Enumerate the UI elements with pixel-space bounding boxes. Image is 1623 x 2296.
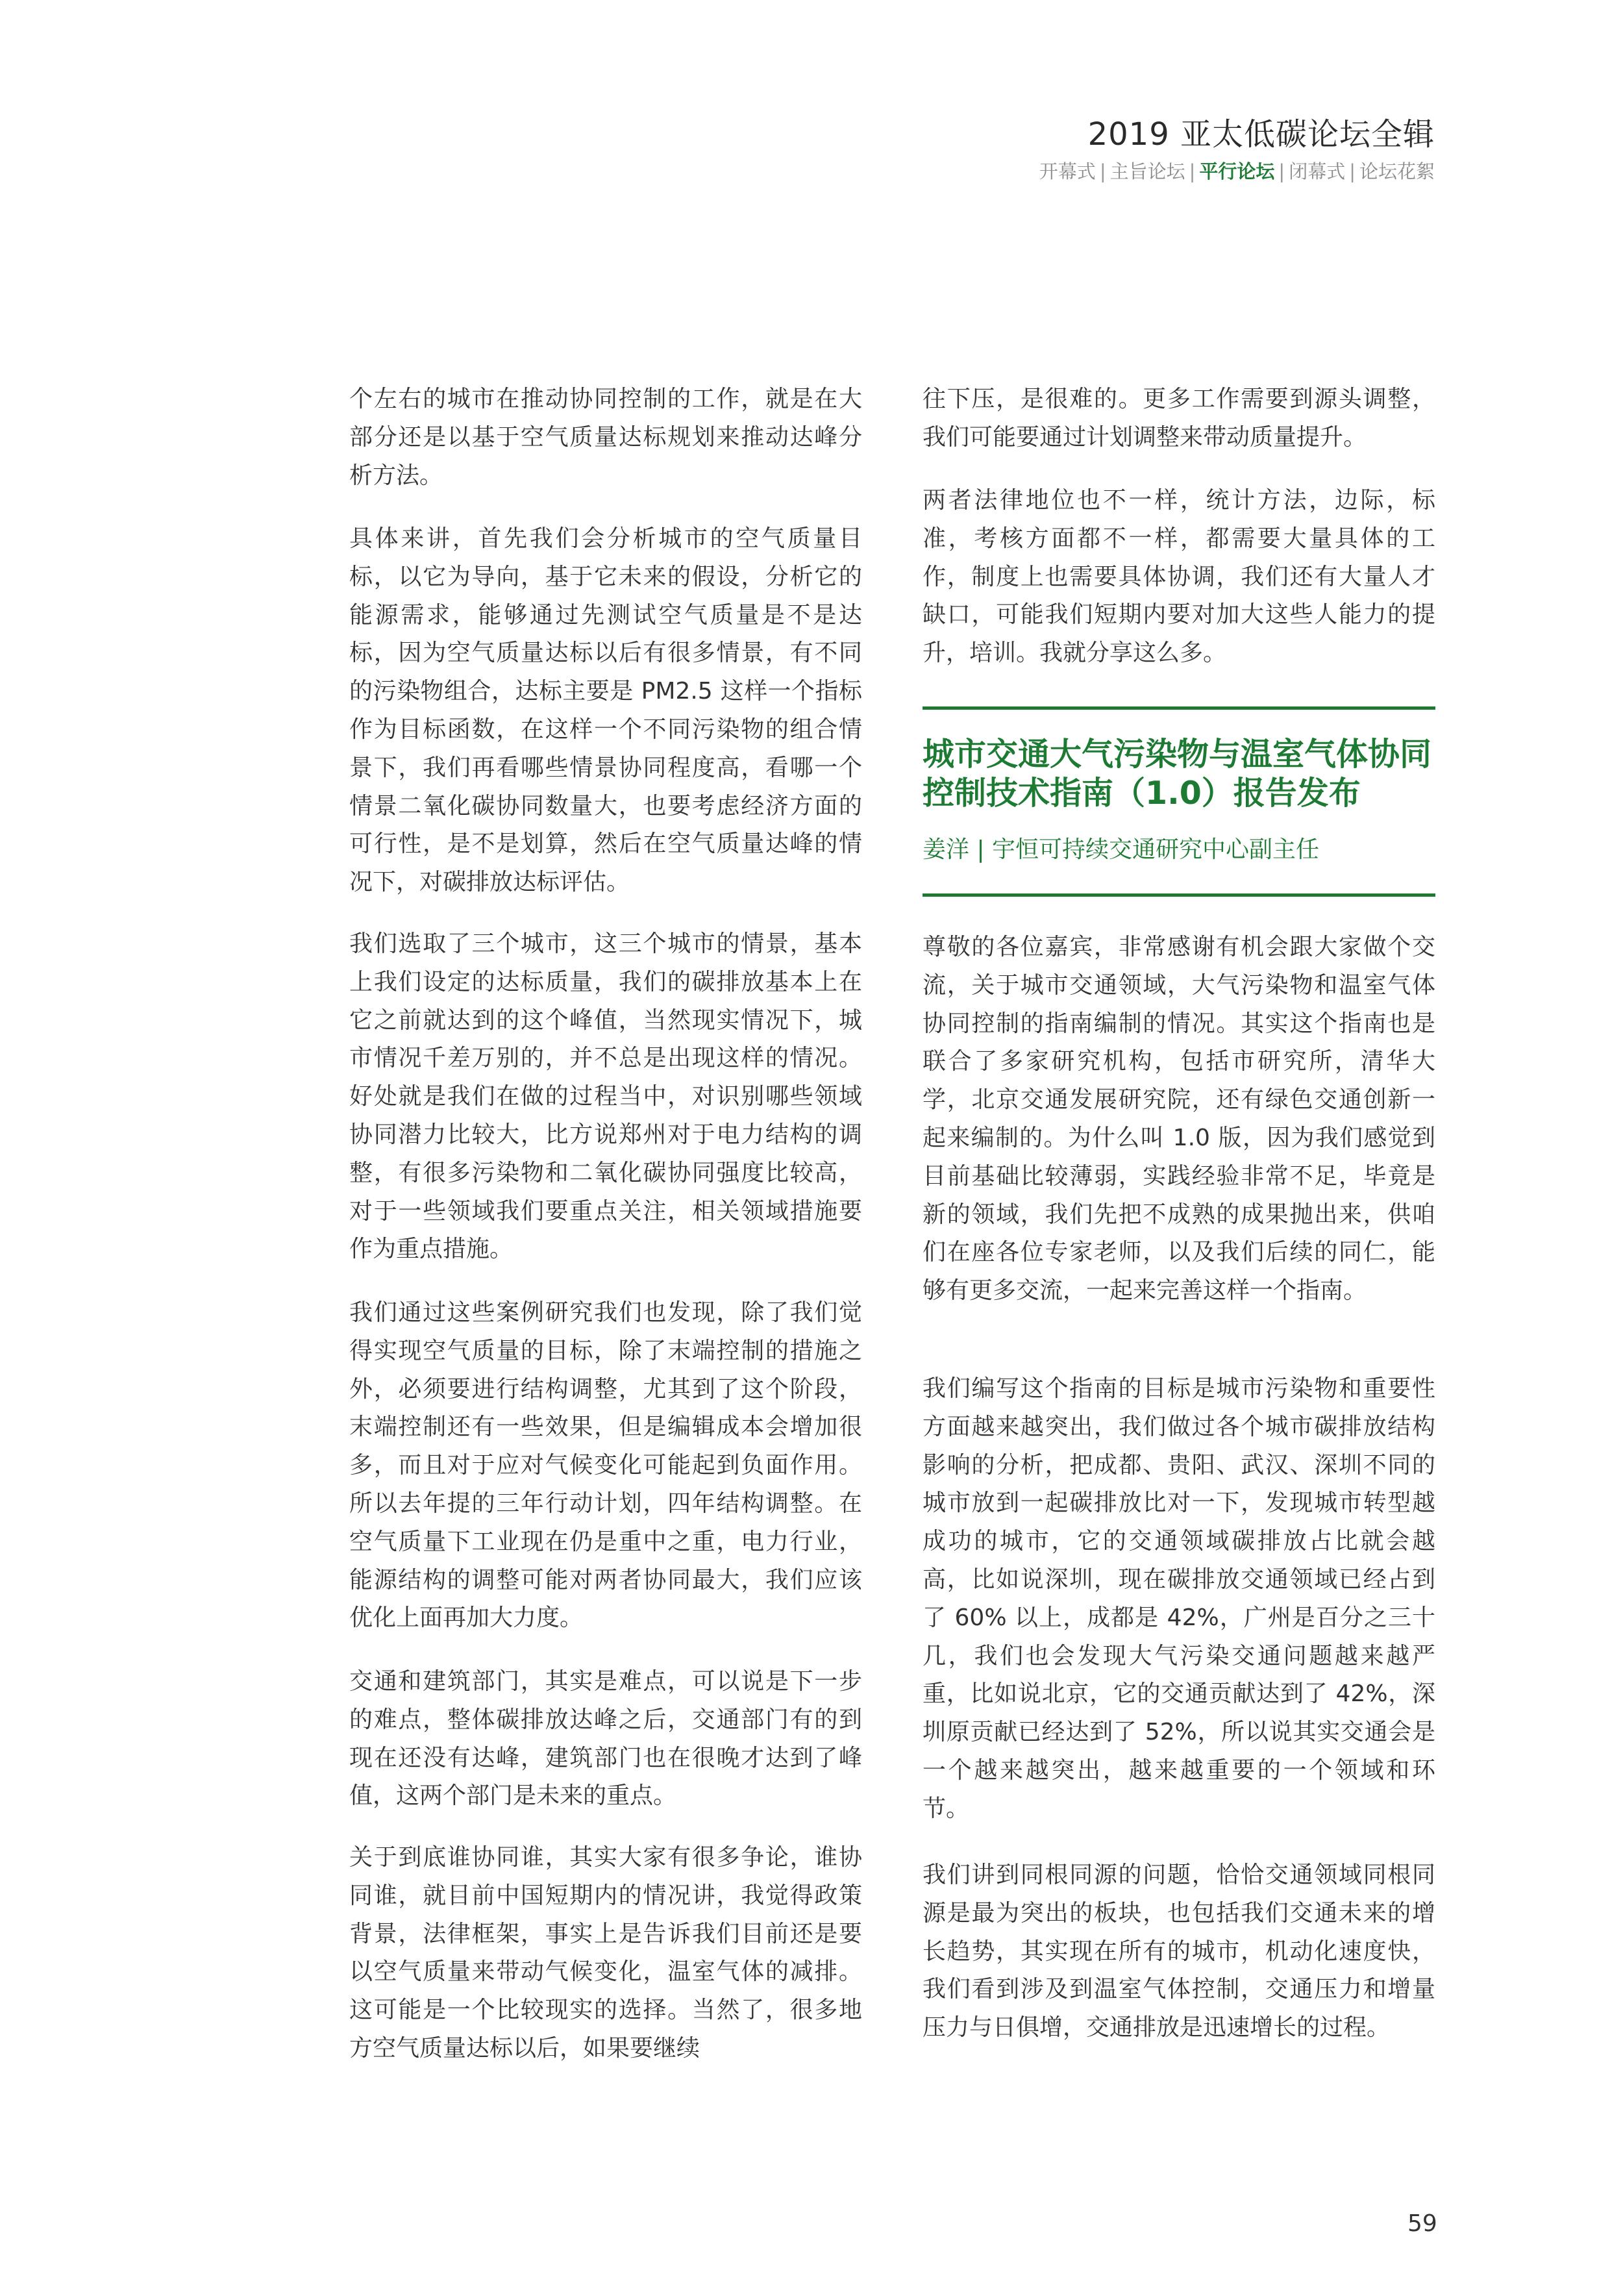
nav-parallel-forum: 平行论坛: [1199, 160, 1275, 182]
nav-highlights: 论坛花絮: [1359, 160, 1435, 182]
section-title: 城市交通大气污染物与温室气体协同控制技术指南（1.0）报告发布: [923, 736, 1432, 812]
section-top-rule: [923, 706, 1435, 710]
body-paragraph: 两者法律地位也不一样，统计方法，边际，标准，考核方面都不一样，都需要大量具体的工作，制度上也需要具体协调，我们还有大量人才缺口，可能我们短期内要对加大这些人能力的提升，培训。我就分享这么多。: [923, 487, 1435, 667]
body-paragraph: 尊敬的各位嘉宾，非常感谢有机会跟大家做个交流，关于城市交通领域，大气污染物和温室气体协同控制的指南编制的情况。其实这个指南也是联合了多家研究机构，包括市研究所，清华大学，北京交通发展研究院，还有绿色交通创新一起来编制的。为什么叫 1.0 版，因为我们感觉到目前基础比较薄弱，实践经验非常不足，毕竟是新的领域，我们先把不成熟的成果抛出来，供咱们在座各位专家老师，以及我们后续的同仁，能够有更多交流，一起来完善这样一个指南。: [923, 934, 1435, 1304]
body-paragraph: 我们编写这个指南的目标是城市污染物和重要性方面越来越突出，我们做过各个城市碳排放结构影响的分析，把成都、贵阳、武汉、深圳不同的城市放到一起碳排放比对一下，发现城市转型越成功的城市，它的交通领域碳排放占比就会越高，比如说深圳，现在碳排放交通领域已经占到了 60% 以上，成都是 42%，广州是百分之三十几，我们也会发现大气污染交通问题越来越严重，比如说北京，它的交通贡献达到了 42%，深圳原贡献已经达到了 52%，所以说其实交通会是一个越来越突出，越来越重要的一个领域和环节。: [923, 1375, 1435, 1822]
nav-separator: |: [1278, 160, 1285, 182]
body-paragraph: 具体来讲，首先我们会分析城市的空气质量目标，以它为导向，基于它未来的假设，分析它的能源需求，能够通过先测试空气质量是不是达标，因为空气质量达标以后有很多情景，有不同的污染物组合，达标主要是 PM2.5 这样一个指标作为目标函数，在这样一个不同污染物的组合情景下，我们再看哪些情景协同程度高，看哪一个情景二氧化碳协同数量大，也要考虑经济方面的可行性，是不是划算，然后在空气质量达峰的情况下，对碳排放达标评估。: [349, 525, 862, 896]
body-paragraph: 个左右的城市在推动协同控制的工作，就是在大部分还是以基于空气质量达标规划来推动达峰分析方法。: [349, 386, 862, 489]
nav-separator: |: [1349, 160, 1356, 182]
body-paragraph: 往下压，是很难的。更多工作需要到源头调整，我们可能要通过计划调整来带动质量提升。: [923, 386, 1435, 451]
body-paragraph: 我们通过这些案例研究我们也发现，除了我们觉得实现空气质量的目标，除了末端控制的措施之外，必须要进行结构调整，尤其到了这个阶段，末端控制还有一些效果，但是编辑成本会增加很多，而且对于应对气候变化可能起到负面作用。所以去年提的三年行动计划，四年结构调整。在空气质量下工业现在仍是重中之重，电力行业，能源结构的调整可能对两者协同最大，我们应该优化上面再加大力度。: [349, 1299, 862, 1632]
body-paragraph: 我们讲到同根同源的问题，恰恰交通领域同根同源是最为突出的板块，也包括我们交通未来的增长趋势，其实现在所有的城市，机动化速度快，我们看到涉及到温室气体控制，交通压力和增量压力与日俱增，交通排放是迅速增长的过程。: [923, 1862, 1435, 2041]
section-nav: [1039, 157, 1435, 184]
nav-keynote: 主旨论坛: [1109, 160, 1185, 182]
nav-opening: 开幕式: [1039, 160, 1096, 182]
section-bottom-rule: [923, 893, 1435, 897]
nav-separator: |: [1189, 160, 1196, 182]
nav-separator: |: [1099, 160, 1106, 182]
page-number: 59: [1407, 2210, 1437, 2237]
body-paragraph: 我们选取了三个城市，这三个城市的情景，基本上我们设定的达标质量，我们的碳排放基本上在它之前就达到的这个峰值，当然现实情况下，城市情况千差万别的，并不总是出现这样的情况。好处就是我们在做的过程当中，对识别哪些领域协同潜力比较大，比方说郑州对于电力结构的调整，有很多污染物和二氧化碳协同强度比较高，对于一些领域我们要重点关注，相关领域措施要作为重点措施。: [349, 930, 862, 1263]
running-header-title: 2019 亚太低碳论坛全辑: [1087, 116, 1435, 153]
nav-closing: 闭幕式: [1289, 160, 1346, 182]
body-paragraph: 交通和建筑部门，其实是难点，可以说是下一步的难点，整体碳排放达峰之后，交通部门有的到现在还没有达峰，建筑部门也在很晚才达到了峰值，这两个部门是未来的重点。: [349, 1668, 862, 1810]
body-paragraph: 关于到底谁协同谁，其实大家有很多争论，谁协同谁，就目前中国短期内的情况讲，我觉得政策背景，法律框架，事实上是告诉我们目前还是要以空气质量来带动气候变化，温室气体的减排。这可能是一个比较现实的选择。当然了，很多地方空气质量达标以后，如果要继续: [349, 1844, 862, 2062]
speaker-byline: 姜洋 | 宇恒可持续交通研究中心副主任: [923, 836, 1320, 863]
